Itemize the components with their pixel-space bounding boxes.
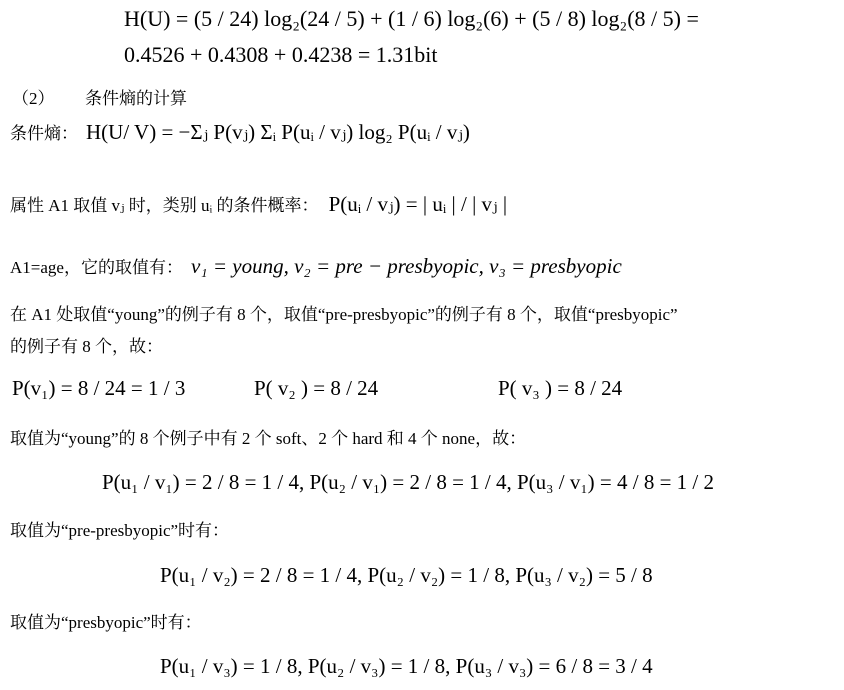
section-number: （2） <box>12 89 55 108</box>
a1-label: A1=age，它的取值有： <box>10 258 183 277</box>
conditional-probability-formula: P(uᵢ / vⱼ) = | uᵢ | / | vⱼ | <box>328 192 508 216</box>
conditional-entropy-row <box>10 122 470 143</box>
pre-presbyopic-text: 取值为“pre-presbyopic”时有： <box>10 521 230 540</box>
entropy-equation-line1: H(U) = (5 / 24) log₂(24 / 5) + (1 / 6) log₂(6) + (5 / 8) log₂(8 / 5) = <box>124 6 699 31</box>
count-text-line2: 的例子有 8 个，故： <box>10 337 163 356</box>
conditional-entropy-label: 条件熵： <box>10 124 78 143</box>
pre-presbyopic-formula: P(u₁ / v₂) = 2 / 8 = 1 / 4, P(u₂ / v₂) = 1 / 8, P(u₃ / v₂) = 5 / 8 <box>160 563 653 587</box>
conditional-probability-text: 属性 A1 取值 vⱼ 时，类别 uᵢ 的条件概率： <box>10 196 319 215</box>
a1-values-row <box>10 256 622 277</box>
presbyopic-formula: P(u₁ / v₃) = 1 / 8, P(u₂ / v₃) = 1 / 8, P(u₃ / v₃) = 6 / 8 = 3 / 4 <box>160 654 653 678</box>
conditional-probability-row <box>10 194 507 215</box>
conditional-entropy-formula: H(U/ V) = −Σⱼ P(vⱼ) Σᵢ P(uᵢ / vⱼ) log₂ P(uᵢ / vⱼ) <box>86 120 470 144</box>
section-title: 条件熵的计算 <box>85 89 187 108</box>
young-formula: P(u₁ / v₁) = 2 / 8 = 1 / 4, P(u₂ / v₁) = 2 / 8 = 1 / 4, P(u₃ / v₁) = 4 / 8 = 1 / 2 <box>102 470 714 494</box>
pv3-formula: P( v₃ ) = 8 / 24 <box>498 376 623 400</box>
pv2-formula: P( v₂ ) = 8 / 24 <box>254 376 379 400</box>
pv1-formula: P(v₁) = 8 / 24 = 1 / 3 <box>12 376 186 400</box>
presbyopic-text: 取值为“presbyopic”时有： <box>10 613 202 632</box>
section-heading <box>12 90 187 107</box>
young-text: 取值为“young”的 8 个例子中有 2 个 soft、2 个 hard 和 4 个 none，故： <box>10 429 527 448</box>
entropy-equation-line2: 0.4526 + 0.4308 + 0.4238 = 1.31bit <box>124 42 438 67</box>
count-text-line1: 在 A1 处取值“young”的例子有 8 个，取值“pre-presbyopic”的例子有 8 个，取值“presbyopic” <box>10 305 678 324</box>
a1-values-formula: v₁ = young, v₂ = pre − presbyopic, v₃ = presbyopic <box>190 254 622 278</box>
